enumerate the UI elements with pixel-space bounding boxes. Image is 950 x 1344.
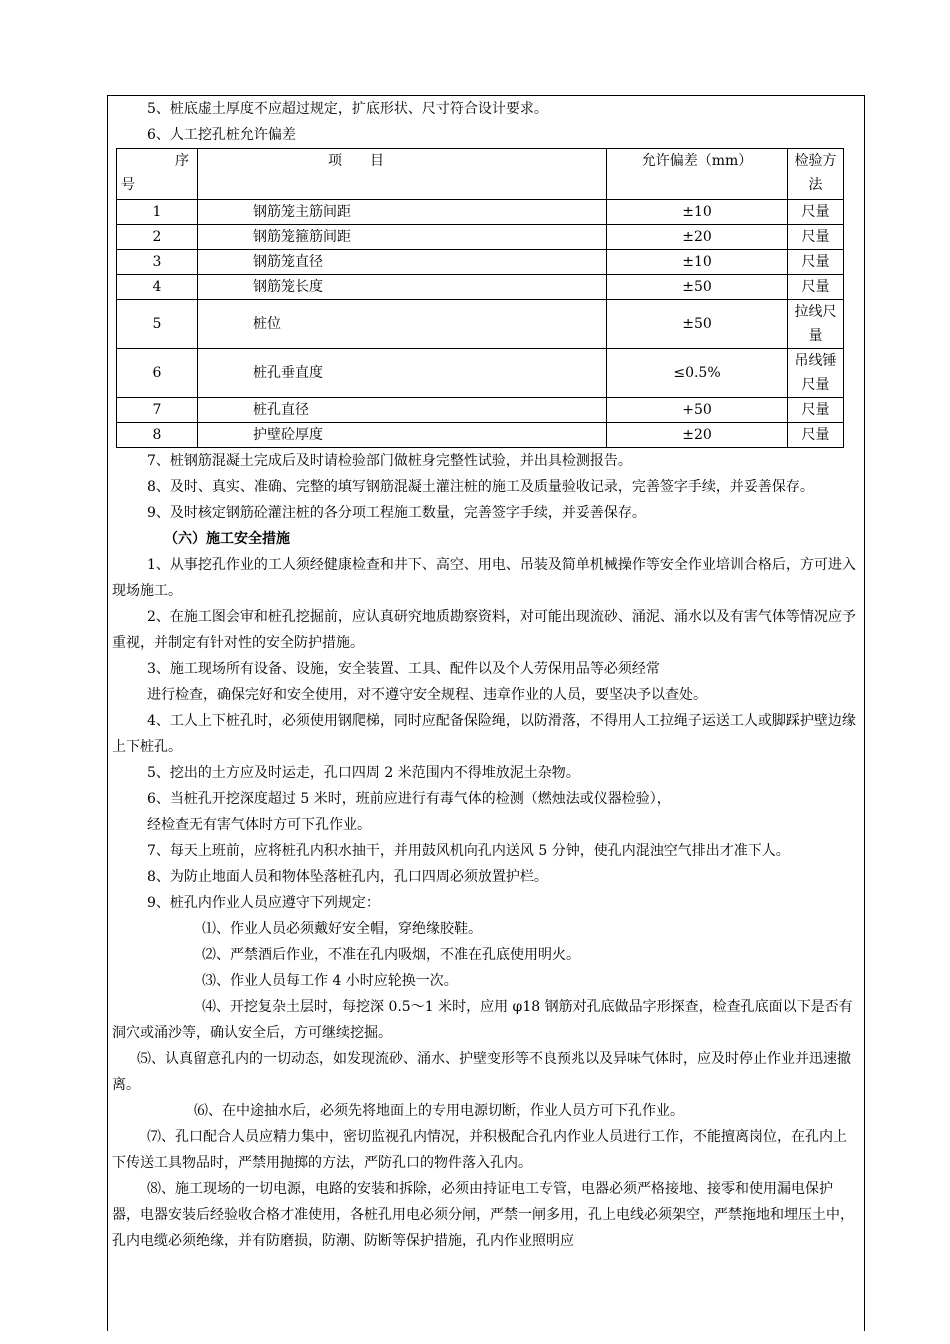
header-seq: 序 号	[117, 149, 198, 200]
tolerance-table	[116, 148, 844, 448]
paragraph-8: 8、及时、真实、准确、完整的填写钢筋混凝土灌注桩的施工及质量验收记录，完善签字手续，并妥善保存。	[147, 479, 814, 495]
table-row: 5 桩位 ±50 拉线尺量	[117, 300, 844, 349]
safety-item-3a: 3、施工现场所有设备、设施，安全装置、工具、配件以及个人劳保用品等必须经常	[147, 661, 660, 677]
table-row: 2 钢筋笼箍筋间距 ±20 尺量	[117, 225, 844, 250]
table-row: 8 护壁砼厚度 ±20 尺量	[117, 423, 844, 448]
sub-rule-4: ⑷、开挖复杂土层时，每挖深 0.5～1 米时，应用 φ18 钢筋对孔底做品字形探查，检查孔底面以下是否有洞穴或涌沙等，确认安全后，方可继续挖掘。	[112, 999, 853, 1041]
table-row: 6 桩孔垂直度 ≤0.5% 吊线锤尺量	[117, 349, 844, 398]
safety-item-8: 8、为防止地面人员和物体坠落桩孔内，孔口四周必须放置护栏。	[147, 869, 548, 885]
sub-rule-5: ⑸、认真留意孔内的一切动态，如发现流砂、涌水、护壁变形等不良预兆以及异味气体时，应及时停止作业并迅速撤离。	[112, 1051, 851, 1093]
table-header-row	[117, 149, 844, 200]
table-row: 4 钢筋笼长度 ±50 尺量	[117, 275, 844, 300]
header-tolerance: 允许偏差（mm）	[607, 149, 788, 200]
sub-rule-6: ⑹、在中途抽水后，必须先将地面上的专用电源切断，作业人员方可下孔作业。	[194, 1103, 684, 1119]
header-method: 检验方法	[788, 149, 844, 200]
safety-item-6b: 经检查无有害气体时方可下孔作业。	[147, 817, 371, 833]
safety-item-7: 7、每天上班前，应将桩孔内积水抽干，并用鼓风机向孔内送风 5 分钟，使孔内混浊空气排出才准下人。	[147, 843, 790, 859]
safety-item-6a: 6、当桩孔开挖深度超过 5 米时，班前应进行有毒气体的检测（燃烛法或仪器检验），	[147, 791, 671, 807]
sub-rule-3: ⑶、作业人员每工作 4 小时应轮换一次。	[202, 973, 458, 989]
safety-item-4: 4、工人上下桩孔时，必须使用钢爬梯，同时应配备保险绳，以防滑落，不得用人工拉绳子运送工人或脚踩护壁边缘上下桩孔。	[112, 713, 856, 755]
paragraph-9: 9、及时核定钢筋砼灌注桩的各分项工程施工数量，完善签字手续，并妥善保存。	[147, 505, 646, 521]
paragraph-7: 7、桩钢筋混凝土完成后及时请检验部门做桩身完整性试验，并出具检测报告。	[147, 453, 632, 469]
safety-item-5: 5、挖出的土方应及时运走，孔口四周 2 米范围内不得堆放泥土杂物。	[147, 765, 580, 781]
table-row: 3 钢筋笼直径 ±10 尺量	[117, 250, 844, 275]
sub-rule-8: ⑻、施工现场的一切电源，电路的安装和拆除，必须由持证电工专管，电器必须严格接地、接零和使用漏电保护器，电器安装后经验收合格才准使用，各桩孔用电必须分闸，严禁一闸多用，孔上电线必须架空，严禁拖地和埋压土中，孔内电缆必须绝缘，并有防磨损，防潮、防断等保护措施，孔内作业照明应	[112, 1181, 854, 1249]
safety-item-2: 2、在施工图会审和桩孔挖掘前，应认真研究地质勘察资料，对可能出现流砂、涌泥、涌水以及有害气体等情况应予重视，并制定有针对性的安全防护措施。	[112, 609, 856, 651]
safety-item-3b: 进行检查，确保完好和安全使用，对不遵守安全规程、违章作业的人员，要坚决予以查处。	[147, 687, 707, 703]
safety-item-9: 9、桩孔内作业人员应遵守下列规定：	[147, 895, 380, 911]
table-row: 7 桩孔直径 +50 尺量	[117, 398, 844, 423]
sub-rule-1: ⑴、作业人员必须戴好安全帽，穿绝缘胶鞋。	[202, 921, 482, 937]
safety-item-1: 1、从事挖孔作业的工人须经健康检查和井下、高空、用电、吊装及简单机械操作等安全作业培训合格后，方可进入现场施工。	[112, 557, 856, 599]
header-item: 项 目	[198, 149, 607, 200]
section-title: （六）施工安全措施	[164, 531, 290, 547]
sub-rule-7: ⑺、孔口配合人员应精力集中，密切监视孔内情况，并积极配合孔内作业人员进行工作，不能擅离岗位，在孔内上下传送工具物品时，严禁用抛掷的方法，严防孔口的物件落入孔内。	[112, 1129, 847, 1171]
paragraph-5: 5、桩底虚土厚度不应超过规定，扩底形状、尺寸符合设计要求。	[147, 101, 548, 117]
document-body	[112, 96, 858, 1254]
paragraph-6: 6、人工挖孔桩允许偏差	[147, 127, 296, 143]
table-row: 1 钢筋笼主筋间距 ±10 尺量	[117, 200, 844, 225]
sub-rule-2: ⑵、严禁酒后作业，不准在孔内吸烟，不准在孔底使用明火。	[202, 947, 580, 963]
